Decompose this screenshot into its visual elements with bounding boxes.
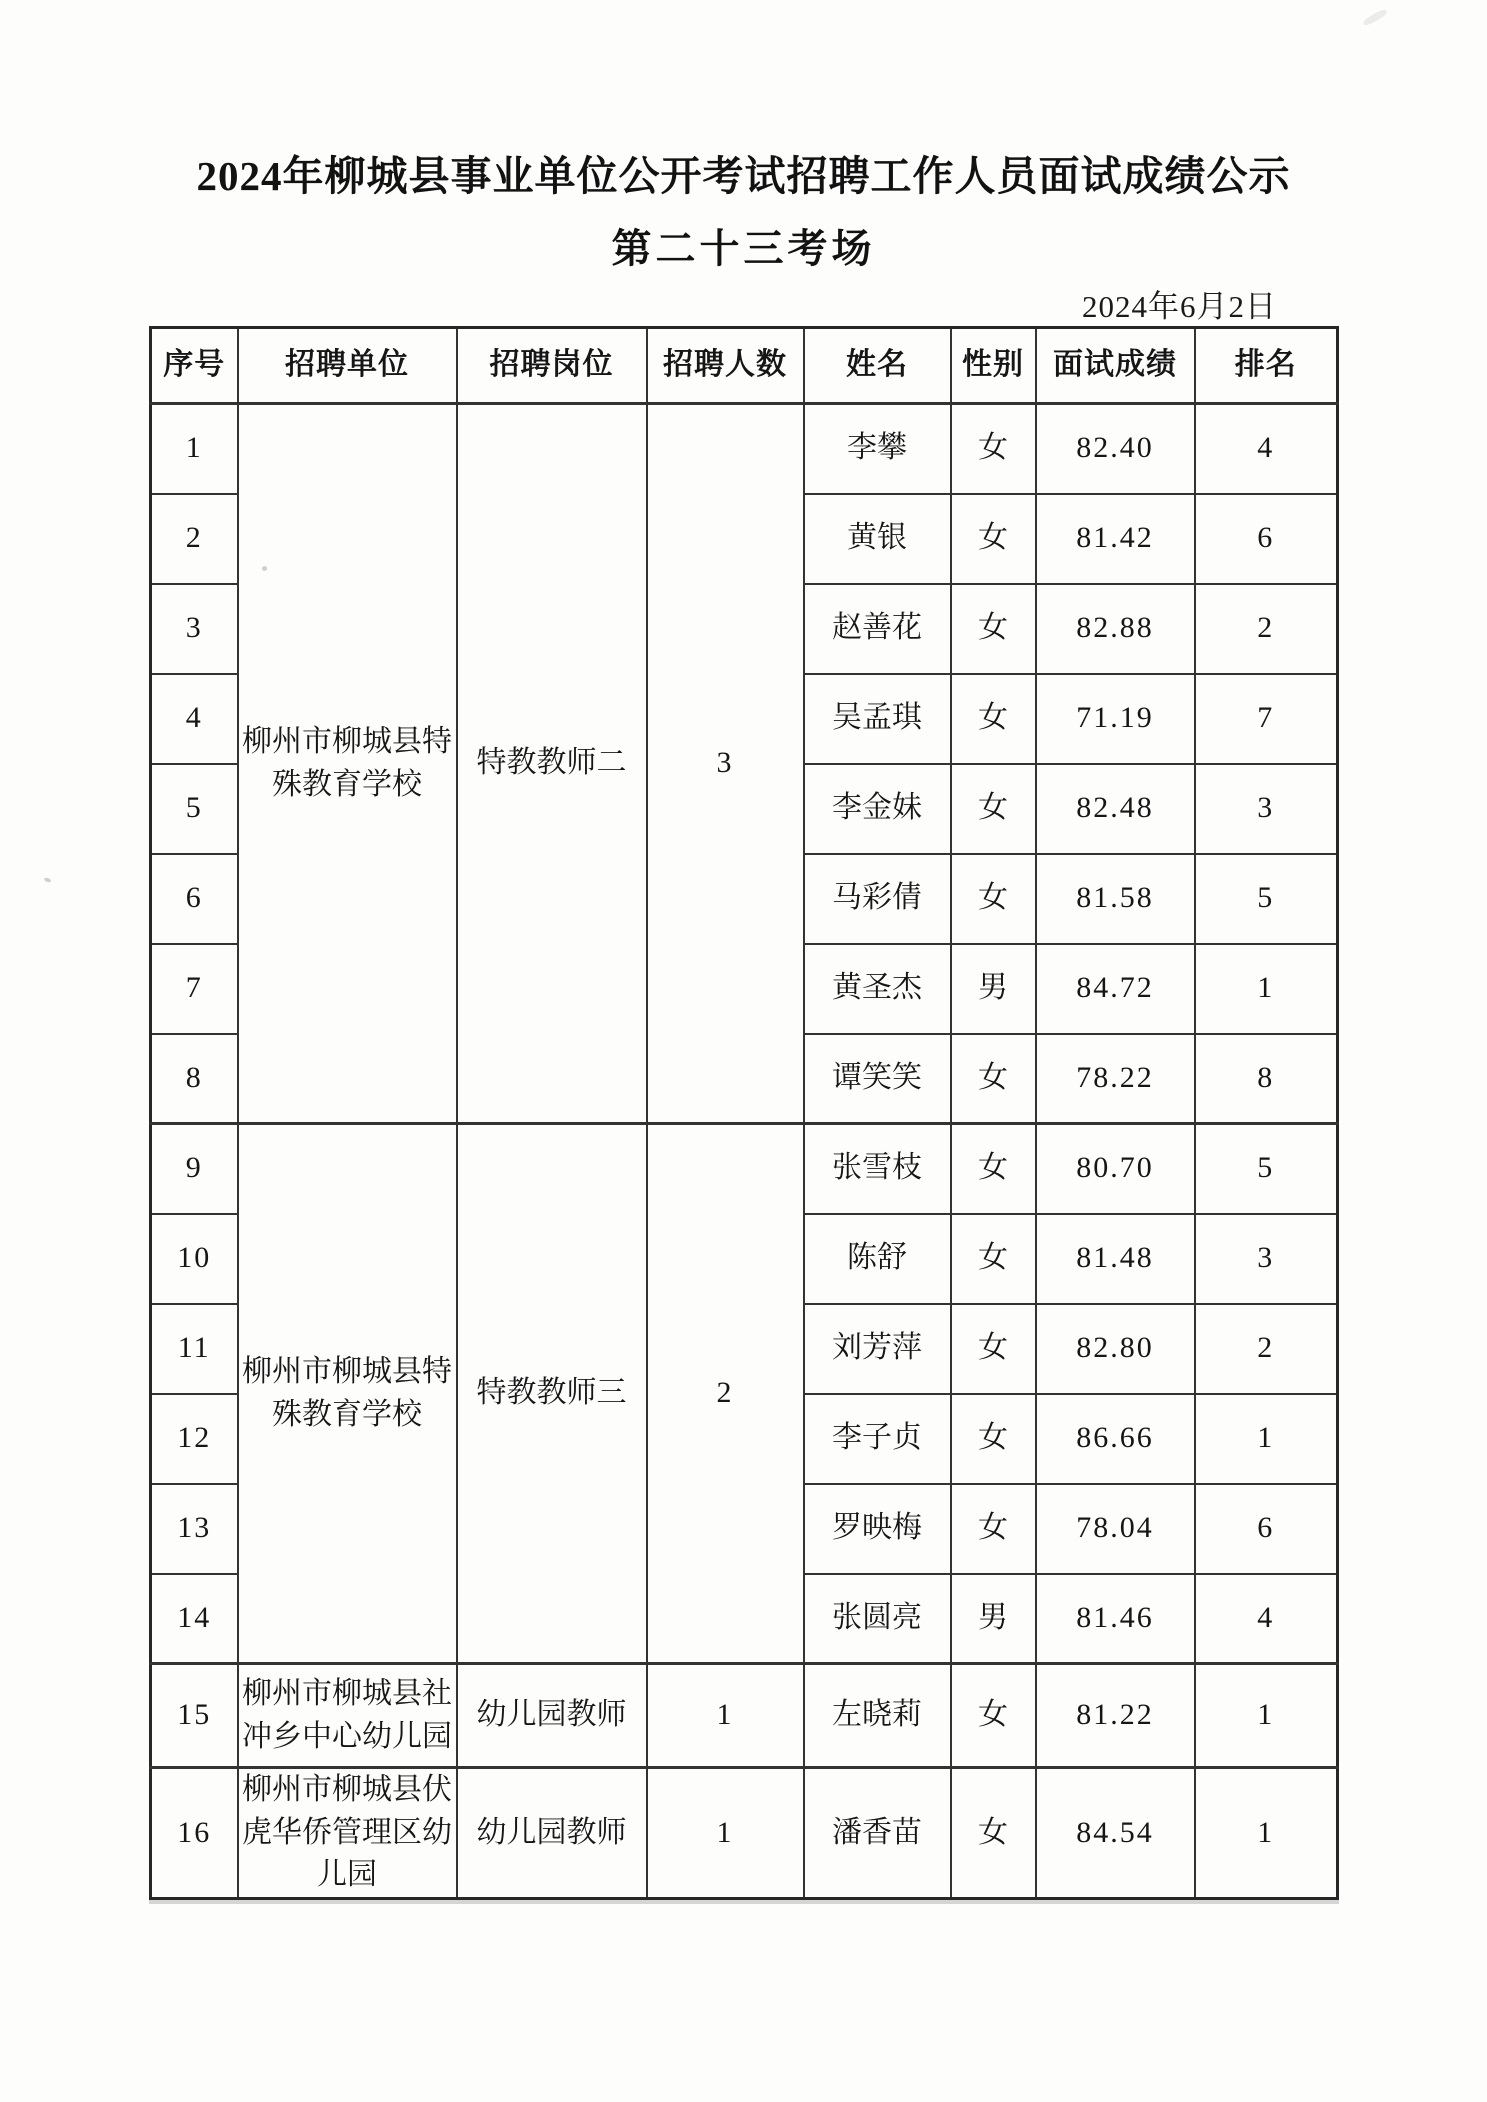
score-cell: 81.48 xyxy=(1036,1214,1195,1304)
name-cell: 吴孟琪 xyxy=(804,674,951,764)
gender-cell: 女 xyxy=(951,1768,1036,1899)
serial-number-cell: 15 xyxy=(151,1664,238,1768)
table-row xyxy=(151,1768,1338,1899)
openings-cell: 2 xyxy=(647,1124,804,1664)
interview-score-table xyxy=(149,326,1339,1900)
score-cell: 81.58 xyxy=(1036,854,1195,944)
serial-number-cell: 10 xyxy=(151,1214,238,1304)
serial-number-cell: 7 xyxy=(151,944,238,1034)
recruiting-unit-cell: 柳州市柳城县社冲乡中心幼儿园 xyxy=(238,1664,457,1768)
table-body xyxy=(151,404,1338,1899)
score-cell: 71.19 xyxy=(1036,674,1195,764)
gender-cell: 女 xyxy=(951,404,1036,494)
page-title: 2024年柳城县事业单位公开考试招聘工作人员面试成绩公示 xyxy=(196,153,1291,199)
column-header-1: 序号 xyxy=(151,328,238,404)
rank-cell: 5 xyxy=(1195,854,1338,944)
rank-cell: 6 xyxy=(1195,494,1338,584)
openings-cell: 1 xyxy=(647,1664,804,1768)
rank-cell: 7 xyxy=(1195,674,1338,764)
name-cell: 谭笑笑 xyxy=(804,1034,951,1124)
rank-cell: 1 xyxy=(1195,1768,1338,1899)
name-cell: 马彩倩 xyxy=(804,854,951,944)
name-cell: 张圆亮 xyxy=(804,1574,951,1664)
name-cell: 李金妹 xyxy=(804,764,951,854)
rank-cell: 4 xyxy=(1195,1574,1338,1664)
gender-cell: 男 xyxy=(951,1574,1036,1664)
score-cell: 82.40 xyxy=(1036,404,1195,494)
name-cell: 潘香苗 xyxy=(804,1768,951,1899)
score-cell: 81.46 xyxy=(1036,1574,1195,1664)
score-cell: 81.42 xyxy=(1036,494,1195,584)
gender-cell: 女 xyxy=(951,1664,1036,1768)
gender-cell: 女 xyxy=(951,1394,1036,1484)
serial-number-cell: 13 xyxy=(151,1484,238,1574)
score-cell: 84.54 xyxy=(1036,1768,1195,1899)
name-cell: 左晓莉 xyxy=(804,1664,951,1768)
column-header-3: 招聘岗位 xyxy=(457,328,647,404)
rank-cell: 5 xyxy=(1195,1124,1338,1214)
gender-cell: 女 xyxy=(951,1034,1036,1124)
rank-cell: 1 xyxy=(1195,1394,1338,1484)
column-header-4: 招聘人数 xyxy=(647,328,804,404)
rank-cell: 3 xyxy=(1195,764,1338,854)
serial-number-cell: 1 xyxy=(151,404,238,494)
score-cell: 80.70 xyxy=(1036,1124,1195,1214)
name-cell: 张雪枝 xyxy=(804,1124,951,1214)
serial-number-cell: 4 xyxy=(151,674,238,764)
score-cell: 81.22 xyxy=(1036,1664,1195,1768)
rank-cell: 1 xyxy=(1195,1664,1338,1768)
name-cell: 李攀 xyxy=(804,404,951,494)
table-row xyxy=(151,404,1338,494)
score-cell: 82.48 xyxy=(1036,764,1195,854)
gender-cell: 女 xyxy=(951,764,1036,854)
serial-number-cell: 12 xyxy=(151,1394,238,1484)
table-row xyxy=(151,1124,1338,1214)
gender-cell: 女 xyxy=(951,494,1036,584)
openings-cell: 1 xyxy=(647,1768,804,1899)
name-cell: 陈舒 xyxy=(804,1214,951,1304)
name-cell: 黄银 xyxy=(804,494,951,584)
gender-cell: 女 xyxy=(951,1304,1036,1394)
recruiting-unit-cell: 柳州市柳城县特殊教育学校 xyxy=(238,1124,457,1664)
name-cell: 黄圣杰 xyxy=(804,944,951,1034)
serial-number-cell: 14 xyxy=(151,1574,238,1664)
serial-number-cell: 8 xyxy=(151,1034,238,1124)
name-cell: 刘芳萍 xyxy=(804,1304,951,1394)
score-cell: 82.80 xyxy=(1036,1304,1195,1394)
rank-cell: 2 xyxy=(1195,584,1338,674)
serial-number-cell: 3 xyxy=(151,584,238,674)
gender-cell: 男 xyxy=(951,944,1036,1034)
score-cell: 82.88 xyxy=(1036,584,1195,674)
scan-artifact xyxy=(262,566,267,571)
page-subtitle: 第二十三考场 xyxy=(611,226,876,271)
column-header-6: 性别 xyxy=(951,328,1036,404)
rank-cell: 3 xyxy=(1195,1214,1338,1304)
score-cell: 78.04 xyxy=(1036,1484,1195,1574)
position-cell: 特教教师二 xyxy=(457,404,647,1124)
gender-cell: 女 xyxy=(951,674,1036,764)
serial-number-cell: 6 xyxy=(151,854,238,944)
name-cell: 赵善花 xyxy=(804,584,951,674)
table-row xyxy=(151,1664,1338,1768)
rank-cell: 4 xyxy=(1195,404,1338,494)
column-header-5: 姓名 xyxy=(804,328,951,404)
document-date: 2024年6月2日 xyxy=(1082,289,1277,324)
gender-cell: 女 xyxy=(951,1214,1036,1304)
score-cell: 86.66 xyxy=(1036,1394,1195,1484)
column-header-8: 排名 xyxy=(1195,328,1338,404)
gender-cell: 女 xyxy=(951,1484,1036,1574)
position-cell: 特教教师三 xyxy=(457,1124,647,1664)
position-cell: 幼儿园教师 xyxy=(457,1768,647,1899)
name-cell: 罗映梅 xyxy=(804,1484,951,1574)
score-cell: 84.72 xyxy=(1036,944,1195,1034)
recruiting-unit-cell: 柳州市柳城县特殊教育学校 xyxy=(238,404,457,1124)
scan-artifact xyxy=(44,877,52,883)
gender-cell: 女 xyxy=(951,584,1036,674)
serial-number-cell: 16 xyxy=(151,1768,238,1899)
gender-cell: 女 xyxy=(951,1124,1036,1214)
rank-cell: 1 xyxy=(1195,944,1338,1034)
table-header-row xyxy=(151,328,1338,404)
recruiting-unit-cell: 柳州市柳城县伏虎华侨管理区幼儿园 xyxy=(238,1768,457,1899)
rank-cell: 8 xyxy=(1195,1034,1338,1124)
column-header-7: 面试成绩 xyxy=(1036,328,1195,404)
serial-number-cell: 9 xyxy=(151,1124,238,1214)
column-header-2: 招聘单位 xyxy=(238,328,457,404)
rank-cell: 2 xyxy=(1195,1304,1338,1394)
rank-cell: 6 xyxy=(1195,1484,1338,1574)
gender-cell: 女 xyxy=(951,854,1036,944)
scan-artifact xyxy=(1362,8,1388,27)
name-cell: 李子贞 xyxy=(804,1394,951,1484)
score-cell: 78.22 xyxy=(1036,1034,1195,1124)
position-cell: 幼儿园教师 xyxy=(457,1664,647,1768)
serial-number-cell: 2 xyxy=(151,494,238,584)
serial-number-cell: 11 xyxy=(151,1304,238,1394)
openings-cell: 3 xyxy=(647,404,804,1124)
serial-number-cell: 5 xyxy=(151,764,238,854)
